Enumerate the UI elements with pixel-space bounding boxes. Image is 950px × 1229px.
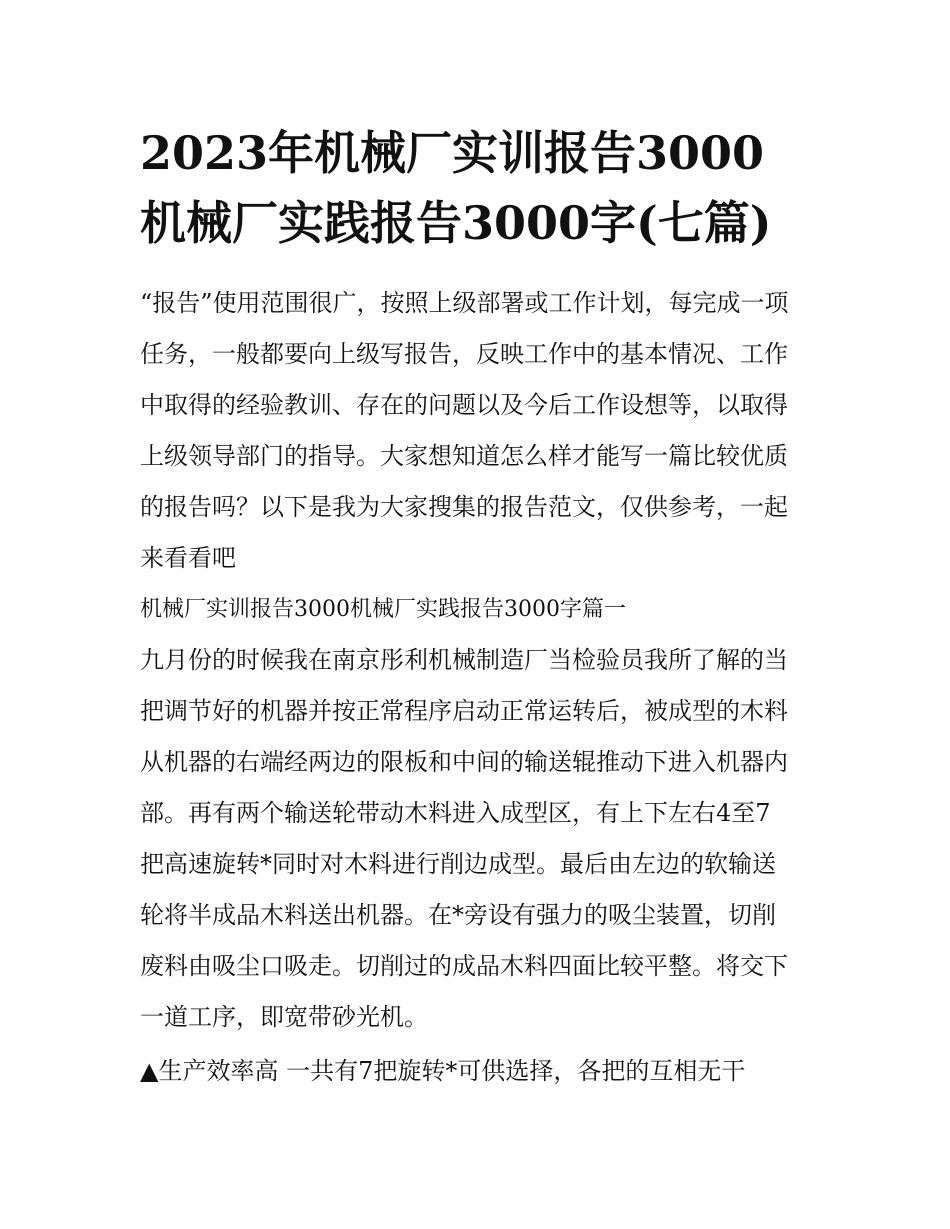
bullet-paragraph: ▲生产效率高 一共有7把旋转*可供选择，各把的互相无干 [140, 1057, 746, 1085]
intro-line: 中取得的经验教训、存在的问题以及今后工作设想等，以取得 [140, 391, 788, 419]
title-line: 2023年机械厂实训报告3000 [140, 126, 765, 180]
document-page [140, 118, 820, 1097]
body-line: 把调节好的机器并按正常程序启动正常运转后，被成型的木料 [140, 697, 788, 725]
intro-line: 上级领导部门的指导。大家想知道怎么样才能写一篇比较优质 [140, 442, 788, 470]
title-line: 机械厂实践报告3000字(七篇) [140, 196, 772, 250]
intro-paragraph [140, 278, 820, 584]
body-line: 废料由吸尘口吸走。切削过的成品木料四面比较平整。将交下 [140, 952, 788, 980]
body-line: 九月份的时候我在南京彤利机械制造厂当检验员我所了解的当 [140, 646, 788, 674]
intro-line: 来看看吧 [140, 544, 236, 572]
body-paragraph [140, 635, 820, 1043]
body-line: 轮将半成品木料送出机器。在*旁设有强力的吸尘装置，切削 [140, 901, 776, 929]
body-line: 部。再有两个输送轮带动木料进入成型区，有上下左右4至7 [140, 799, 771, 827]
section-heading: 机械厂实训报告3000机械厂实践报告3000字篇一 [140, 597, 626, 622]
body-line: 从机器的右端经两边的限板和中间的输送辊推动下进入机器内 [140, 748, 788, 776]
intro-line: 的报告吗？以下是我为大家搜集的报告范文，仅供参考，一起 [140, 493, 788, 521]
body-line: 把高速旋转*同时对木料进行削边成型。最后由左边的软输送 [140, 850, 776, 878]
document-title [140, 118, 820, 258]
intro-line: 任务，一般都要向上级写报告，反映工作中的基本情况、工作 [140, 340, 788, 368]
body-line: 一道工序，即宽带砂光机。 [140, 1003, 428, 1031]
intro-line: “报告”使用范围很广，按照上级部署或工作计划，每完成一项 [140, 289, 789, 317]
